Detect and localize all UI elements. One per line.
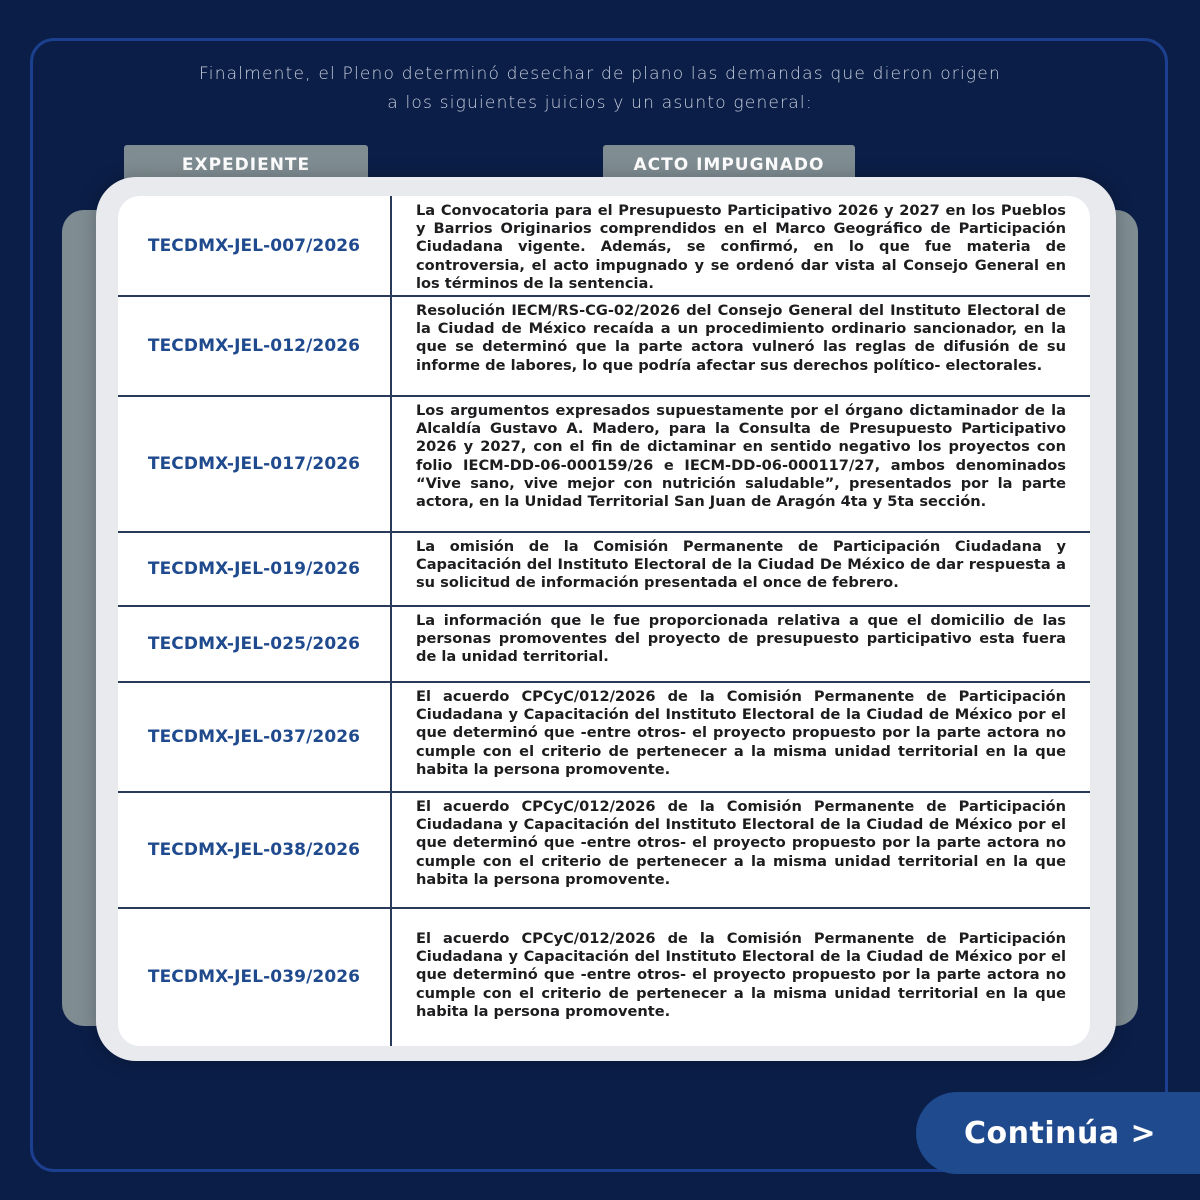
case-code: TECDMX-JEL-019/2026	[147, 559, 361, 579]
header-expediente: EXPEDIENTE	[124, 145, 368, 185]
case-code: TECDMX-JEL-017/2026	[147, 454, 361, 474]
case-description: La omisión de la Comisión Permanente de Participación Ciudadana y Capacitación del Instituto Electoral de la Ciudad De México de dar respuesta a su solicitud de información presentada el once de febrero.	[416, 538, 1066, 592]
case-code: TECDMX-JEL-038/2026	[147, 840, 361, 860]
case-code: TECDMX-JEL-025/2026	[147, 634, 361, 654]
intro-text	[150, 60, 1050, 118]
table-row	[118, 682, 1090, 792]
continue-button[interactable]: Continúa >	[916, 1092, 1200, 1174]
case-description: La información que le fue proporcionada relativa a que el domicilio de las personas promoventes del proyecto de presupuesto participativo esta fuera de la unidad territorial.	[416, 612, 1066, 666]
table-row	[118, 532, 1090, 606]
case-description: El acuerdo CPCyC/012/2026 de la Comisión Permanente de Participación Ciudadana y Capacitación del Instituto Electoral de la Ciudad de México por el que determinó que -entre otros- el proyecto propuesto por la parte actora no cumple con el criterio de pertenecer a la misma unidad territorial en la que habita la persona promovente.	[416, 798, 1066, 888]
case-code: TECDMX-JEL-012/2026	[147, 336, 361, 356]
table-row	[118, 792, 1090, 908]
case-code: TECDMX-JEL-037/2026	[147, 727, 361, 747]
case-description: El acuerdo CPCyC/012/2026 de la Comisión Permanente de Participación Ciudadana y Capacitación del Instituto Electoral de la Ciudad de México por el que determinó que -entre otros- el proyecto propuesto por la parte actora no cumple con el criterio de pertenecer a la misma unidad territorial en la que habita la persona promovente.	[416, 930, 1066, 1020]
case-description: Resolución IECM/RS-CG-02/2026 del Consejo General del Instituto Electoral de la Ciudad de México recaída a un procedimiento ordinario sancionador, en la que se determinó que la parte actora vulneró las reglas de difusión de su informe de labores, lo que podría afectar sus derechos político- electorales.	[416, 302, 1066, 374]
case-description: El acuerdo CPCyC/012/2026 de la Comisión Permanente de Participación Ciudadana y Capacitación del Instituto Electoral de la Ciudad de México por el que determinó que -entre otros- el proyecto propuesto por la parte actora no cumple con el criterio de pertenecer a la misma unidad territorial en la que habita la persona promovente.	[416, 688, 1066, 778]
table-row	[118, 196, 1090, 296]
case-description: Los argumentos expresados supuestamente por el órgano dictaminador de la Alcaldía Gustavo A. Madero, para la Consulta de Presupuesto Participativo 2026 y 2027, con el fin de dictaminar en sentido negativo los proyectos con folio IECM-DD-06-000159/26 e IECM-DD-06-000117/27, ambos denominados “Vive sano, vive mejor con nutrición saludable”, presentados por la parte actora, en la Unidad Territorial San Juan de Aragón 4ta y 5ta sección.	[416, 402, 1066, 511]
intro-line-1: Finalmente, el Pleno determinó desechar de plano las demandas que dieron origen	[199, 64, 1001, 84]
case-description: La Convocatoria para el Presupuesto Participativo 2026 y 2027 en los Pueblos y Barrios Originarios comprendidos en el Marco Geográfico de Participación Ciudadana vigente. Además, se confirmó, en lo que fue materia de controversia, el acto impugnado y se ordenó dar vista al Consejo General en los términos de la sentencia.	[416, 202, 1066, 292]
table-row	[118, 396, 1090, 532]
column-divider	[390, 196, 392, 1046]
case-code: TECDMX-JEL-007/2026	[147, 236, 361, 256]
table-row	[118, 908, 1090, 1046]
header-acto-impugnado: ACTO IMPUGNADO	[603, 145, 855, 185]
table-row	[118, 296, 1090, 396]
intro-line-2: a los siguientes juicios y un asunto general:	[387, 93, 813, 113]
table-row	[118, 606, 1090, 682]
case-code: TECDMX-JEL-039/2026	[147, 967, 361, 987]
cases-table	[118, 196, 1090, 1046]
